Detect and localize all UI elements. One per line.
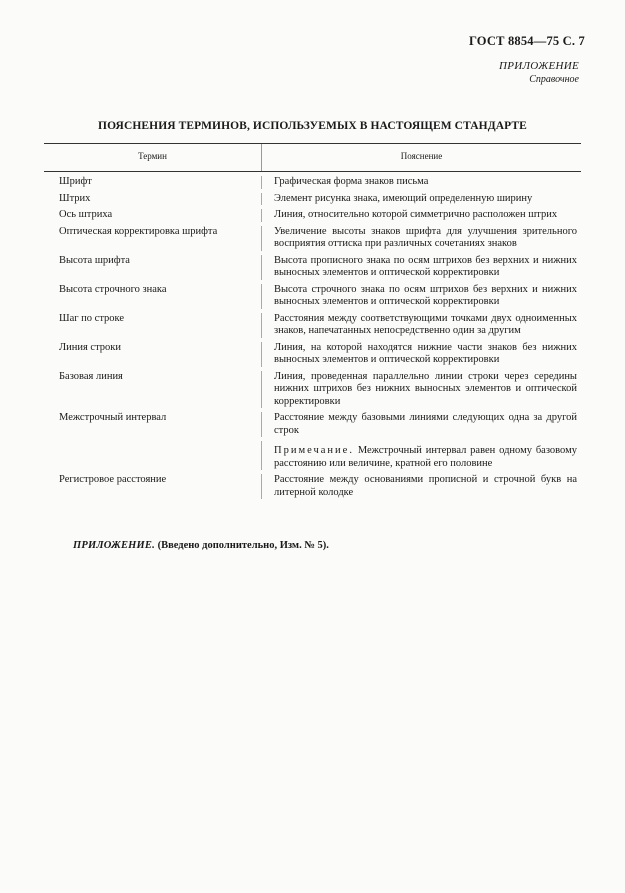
table-row [44, 226, 581, 251]
table-row [44, 255, 581, 280]
table-row [44, 474, 581, 499]
term-cell: Ось штриха [59, 209, 113, 220]
explanation-cell: Расстояние между основаниями прописной и строчной букв на литерной колодке [261, 474, 581, 499]
term-cell: Высота шрифта [59, 254, 130, 266]
explanation-cell: Расстояние между базовыми линиями следующих одна за другой строк [261, 412, 581, 437]
table-row [44, 193, 581, 206]
term-cell: Шрифт [59, 176, 92, 187]
table-row [44, 284, 581, 309]
footer-note [73, 540, 329, 551]
explanation-cell: Линия, на которой находятся нижние части знаков без нижних выносных элементов и оптической корректировки [261, 342, 581, 367]
explanation-cell: Графическая форма знаков письма [261, 176, 581, 189]
table-row [44, 342, 581, 367]
note-label: Примечание. [274, 445, 354, 456]
term-cell: Шаг по строке [59, 312, 125, 324]
term-cell: Высота строчного знака [59, 283, 167, 295]
term-cell: Регистровое расстояние [59, 474, 167, 485]
table-body [44, 172, 581, 499]
document-title: ПОЯСНЕНИЯ ТЕРМИНОВ, ИСПОЛЬЗУЕМЫХ В НАСТОЯЩЕМ СТАНДАРТЕ [98, 120, 527, 132]
term-cell: Базовая линия [59, 370, 123, 382]
note-text: Межстрочный интервал равен одному базовому расстоянию или величине, кратной его половине [274, 445, 578, 469]
note-cell [261, 441, 581, 470]
appendix-label [499, 60, 579, 86]
appendix-title: ПРИЛОЖЕНИЕ [499, 60, 579, 72]
term-cell-empty [44, 441, 261, 470]
page-header: ГОСТ 8854—75 С. 7 [468, 34, 585, 48]
table-row [44, 209, 581, 222]
terms-table [44, 143, 581, 503]
explanation-cell: Высота строчного знака по осям штрихов без верхних и нижних выносных элементов и оптической корректировки [261, 284, 581, 309]
table-row [44, 313, 581, 338]
explanation-cell: Линия, относительно которой симметрично расположен штрих [261, 209, 581, 222]
explanation-cell: Элемент рисунка знака, имеющий определенную ширину [261, 193, 581, 206]
explanation-cell: Линия, проведенная параллельно линии строки через середины нижних штрихов без нижних выносных элементов и оптической корректировки [261, 371, 581, 409]
footer-text: (Введено дополнительно, Изм. № 5). [157, 540, 329, 551]
explanation-cell: Высота прописного знака по осям штрихов без верхних и нижних выносных элементов и оптической корректировки [261, 255, 581, 280]
term-cell: Межстрочный интервал [59, 412, 167, 423]
table-row [44, 412, 581, 437]
table-row [44, 371, 581, 409]
explanation-cell: Увеличение высоты знаков шрифта для улучшения зрительного восприятия оттиска при различных сочетаниях знаков [261, 226, 581, 251]
footer-appendix-word: ПРИЛОЖЕНИЕ. [73, 540, 155, 551]
term-cell: Линия строки [59, 341, 122, 353]
column-header-term: Термин [138, 151, 167, 161]
table-row-note [44, 441, 581, 470]
table-row [44, 176, 581, 189]
column-header-explanation: Пояснение [400, 151, 443, 161]
explanation-cell: Расстояния между соответствующими точками двух одноименных знаков, напечатанных непосредственно один за другим [261, 313, 581, 338]
table-header [44, 143, 581, 172]
appendix-type: Справочное [529, 74, 579, 85]
term-cell: Штрих [59, 192, 91, 204]
term-cell: Оптическая корректировка шрифта [59, 225, 218, 237]
